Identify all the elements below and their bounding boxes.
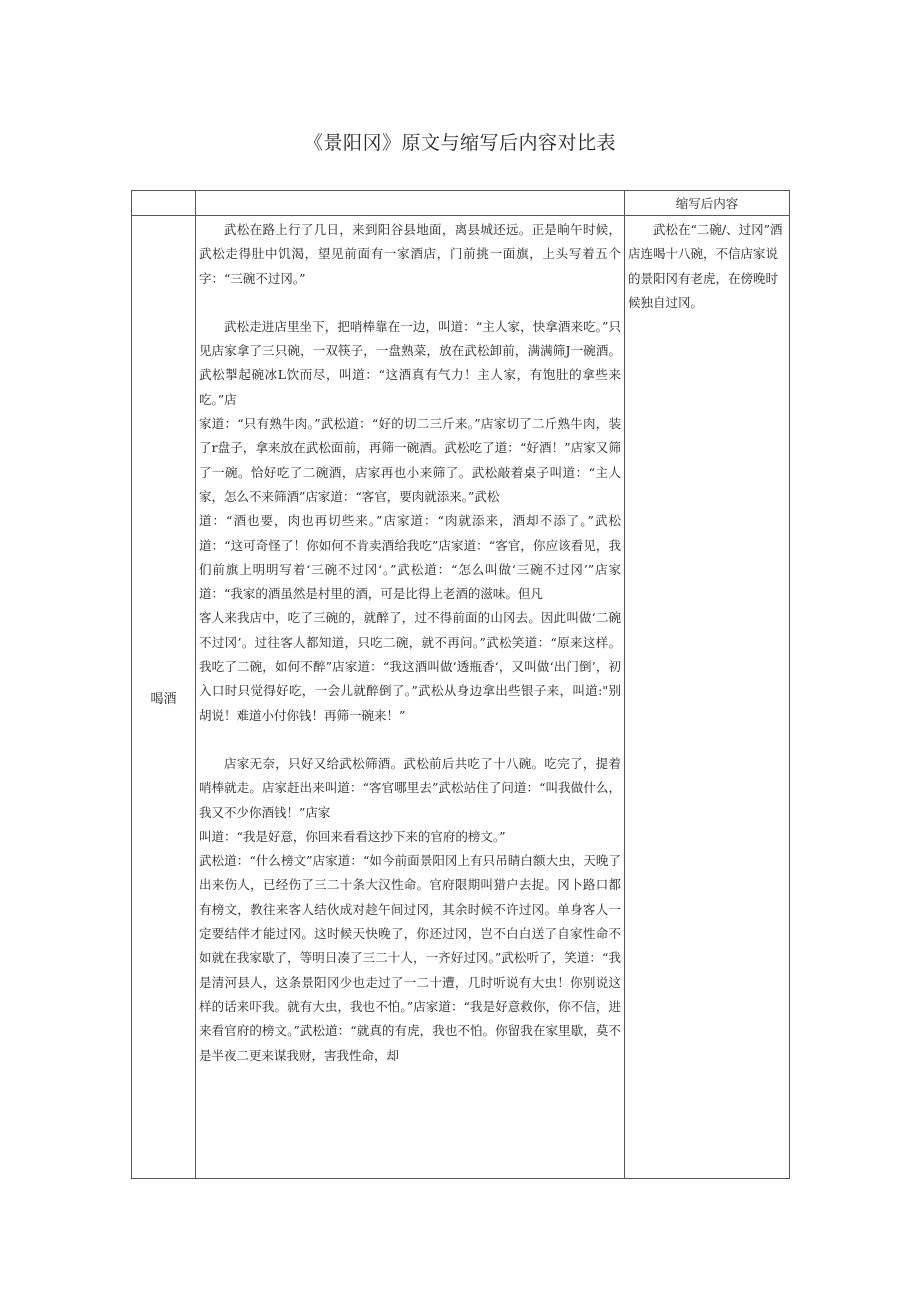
document-title: 《景阳冈》原文与缩写后内容对比表 bbox=[303, 132, 616, 154]
original-paragraph: 武松走进店里坐下，把哨棒靠在一边，叫道：“主人家，快拿酒来吃。”只见店家拿了三只碗，一双筷子，一盘熟菜，放在武松卸前，满满筛J一碗酒。武松掣起碗冰L饮而尽，叫道：“这酒真有气力！主人家，有饱肚的拿些来吃。”店 bbox=[199, 318, 621, 407]
topic-cell bbox=[132, 216, 196, 1179]
original-paragraph: 武松在路上行了几日，来到阳谷县地面，离县城还远。正是晌午时候，武松走得肚中饥渴，望见前面有一家酒店，门前挑一面旗，上头写着五个字：“三碗不过冈。” bbox=[199, 222, 621, 286]
header-cell-summary: 缩写后内容 bbox=[625, 191, 790, 216]
original-text-cell bbox=[196, 216, 625, 1179]
summary-cell bbox=[625, 216, 790, 1179]
table-row bbox=[132, 216, 790, 1179]
original-paragraph: 店家无奈，只好又给武松筛酒。武松前后共吃了十八碗。吃完了，提着哨棒就走。店家赶出来叫道：“客官哪里去”武松站住了问道：“叫我做什么，我又不少你酒钱！”店家 bbox=[199, 755, 621, 820]
original-paragraph: 客人来我店中，吃了三碗的，就醉了，过不得前面的山冈去。因此叫做‘二碗不过冈’。过往客人都知道，只吃二碗，就不再问。”武松笑道：“原来这样。我吃了二碗，如何不醉”店家道：“我这酒叫做‘透瓶香‘，又叫做‘出门倒’，初入口时只觉得好吃，一会儿就醉倒了。”武松从身边拿出些银子来，叫道:"别胡说！难道小付你钱！再筛一碗来！” bbox=[199, 610, 621, 723]
topic-label: 喝酒 bbox=[150, 691, 177, 707]
table-header-row bbox=[132, 191, 790, 216]
header-cell-topic bbox=[132, 191, 196, 216]
original-paragraph: 家道：“只有熟牛肉。”武松道：“好的切二三斤来。”店家切了二斤熟牛肉，装了r盘子，拿来放在武松面前，再筛一碗酒。武松吃了道：“好酒！”店家又筛了一碗。恰好吃了二碗酒，店家再也小来筛了。武松敲着桌子叫道：“主人家，怎么不来筛酒”店家道：“客官，要肉就添来。”武松 bbox=[199, 416, 621, 504]
original-paragraph: 道：“酒也要，肉也再切些来。”店家道：“肉就添来，酒却不添了。”武松道：“这可奇怪了！你如何不肯卖酒给我吃”店家道：“客官，你应该看见，我们前旗上明明写着‘三碗不过冈‘。”武松道：“怎么叫做‘三碗不过冈’”店家道：“我家的酒虽然是村里的酒，可是比得上老酒的滋味。但凡 bbox=[199, 513, 621, 602]
original-text bbox=[196, 216, 624, 1068]
original-paragraph: 叫道：“我是好意，你回来看看这抄下来的官府的榜文。” bbox=[199, 828, 506, 844]
original-paragraph: 武松道：“什么榜文”店家道：“如今前面景阳冈上有只吊睛白额大虫，天晚了出来伤人，已经伤了三二十条大汉性命。官府限期叫猎户去捉。冈卜路口都有榜文，教往来客人结伙成对趁午间过冈，其余时候不许过冈。单身客人一定要结伴才能过冈。这时候天快晚了，你还过冈，岂不白白送了自家性命不如就在我家歇了，等明日凑了三二十人，一齐好过冈。”武松听了，笑道：“我是清河县人，这条景阳冈少也走过了一二十遭，几时听说有大虫！你别说这样的话来吓我。就有大虫，我也不怕。”店家道：“我是好意救你，你不信，进来看官府的榜文。”武松道：“就真的有虎，我也不怕。你留我在家里歇，莫不是半夜二更来谋我财，害我性命，却 bbox=[199, 853, 621, 1063]
summary-text: 武松在“二碗/、过冈”酒店连喝十八碗，不信店家说的景阳冈有老虎，在傍晚时候独自过冈。 bbox=[628, 222, 783, 310]
comparison-table bbox=[131, 190, 790, 1179]
header-cell-original bbox=[196, 191, 625, 216]
